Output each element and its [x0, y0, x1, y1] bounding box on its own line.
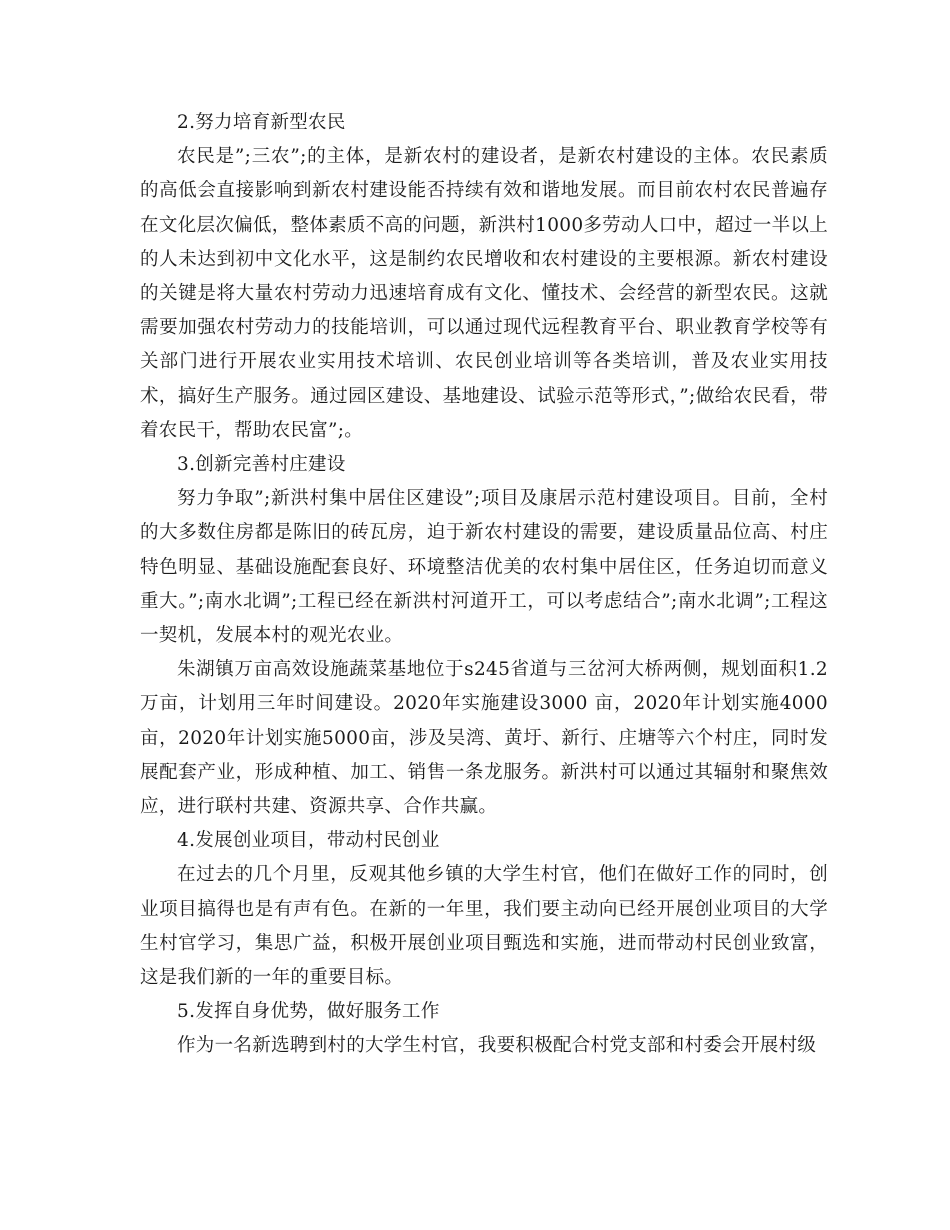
section-heading-3: 3.创新完善村庄建设: [177, 454, 346, 476]
paragraph-vegetable-base: 朱湖镇万亩高效设施蔬菜基地位于s245省道与三岔河大桥两侧，规划面积1.2万亩，计划用三年时间建设。2020年实施建设3000 亩，2020年计划实施4000亩，2020年计划实施5000亩，涉及吴湾、黄圩、新行、庄塘等六个村庄，同时发展配套产业，形成种植、加工、销售一条龙服务。新洪村可以通过其辐射和聚焦效应，进行联村共建、资源共享、合作共赢。: [140, 659, 828, 818]
document-page: [140, 106, 828, 1064]
paragraph-village-construction: 努力争取”;新洪村集中居住区建设”;项目及康居示范村建设项目。目前，全村的大多数住房都是陈旧的砖瓦房，迫于新农村建设的需要，建设质量品位高、村庄特色明显、基础设施配套良好、环境整洁优美的农村集中居住区，任务迫切而意义重大。”;南水北调”;工程已经在新洪村河道开工，可以考虑结合”;南水北调”;工程这一契机，发展本村的观光农业。: [140, 488, 828, 647]
paragraph-farmers-training: 农民是”;三农”;的主体，是新农村的建设者，是新农村建设的主体。农民素质的高低会直接影响到新农村建设能否持续有效和谐地发展。而目前农村农民普遍存在文化层次偏低，整体素质不高的问题，新洪村1000多劳动人口中，超过一半以上的人未达到初中文化水平，这是制约农民增收和农村建设的主要根源。新农村建设的关键是将大量农村劳动力迅速培育成有文化、懂技术、会经营的新型农民。这就需要加强农村劳动力的技能培训，可以通过现代远程教育平台、职业教育学校等有关部门进行开展农业实用技术培训、农民创业培训等各类培训，普及农业实用技术，搞好生产服务。通过园区建设、基地建设、试验示范等形式，”;做给农民看，带着农民干，帮助农民富”;。: [140, 146, 828, 441]
section-heading-4: 4.发展创业项目，带动村民创业: [177, 830, 440, 852]
section-heading-5: 5.发挥自身优势，做好服务工作: [177, 1001, 440, 1023]
paragraph-entrepreneurship: 在过去的几个月里，反观其他乡镇的大学生村官，他们在做好工作的同时，创业项目搞得也是有声有色。在新的一年里，我们要主动向已经开展创业项目的大学生村官学习，集思广益，积极开展创业项目甄选和实施，进而带动村民创业致富，这是我们新的一年的重要目标。: [140, 864, 828, 989]
paragraph-service-work: 作为一名新选聘到村的大学生村官，我要积极配合村党支部和村委会开展村级: [177, 1035, 817, 1057]
section-heading-2: 2.努力培育新型农民: [177, 112, 346, 133]
